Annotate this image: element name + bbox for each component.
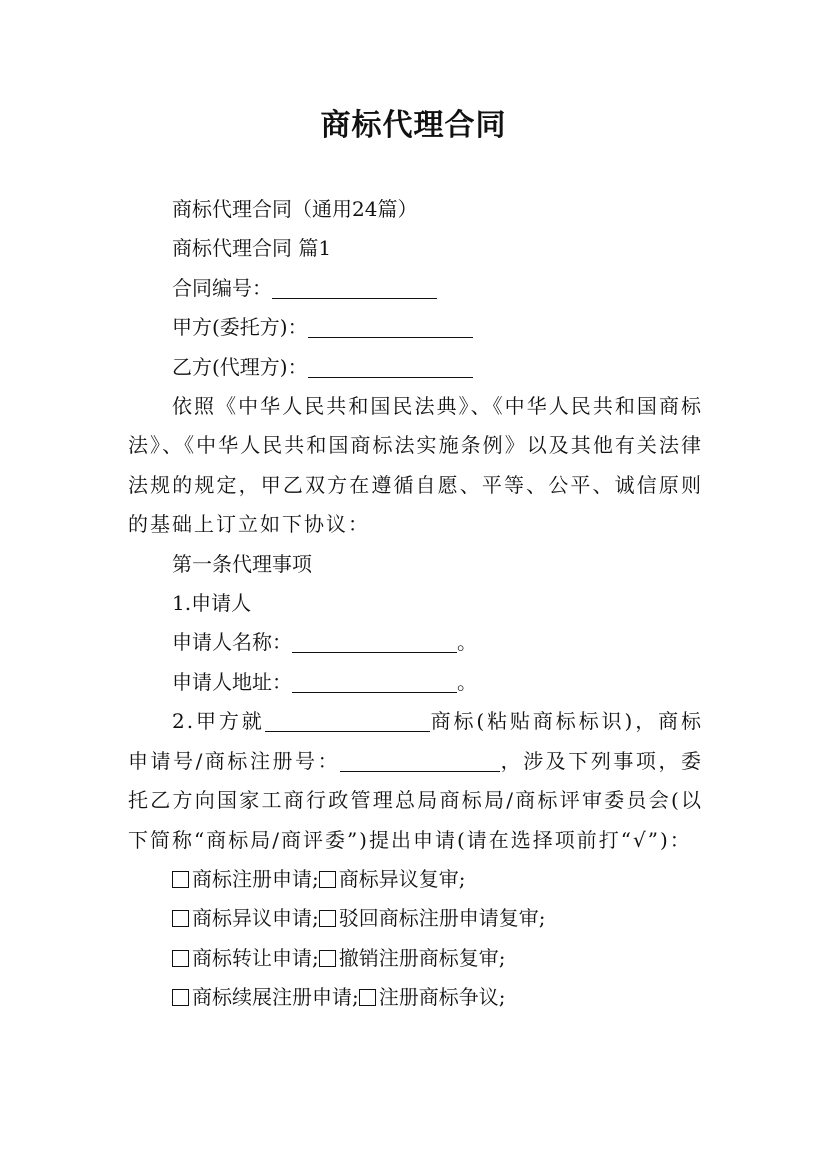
option-row [128, 860, 703, 899]
checkbox[interactable] [172, 989, 189, 1006]
option-row [128, 939, 703, 978]
applicant-name-line [128, 623, 703, 662]
intro-paragraph: 依照《中华人民共和国民法典》、《中华人民共和国商标法》、《中华人民共和国商标法实施条例》以及其他有关法律法规的规定，甲乙双方在遵循自愿、平等、公平、诚信原则的基础上订立如下协议： [128, 394, 703, 537]
contract-number-label: 合同编号： [172, 275, 272, 300]
option-label: 撤销注册商标复审; [338, 945, 506, 970]
item-2-tail: ，涉及下列事项，委托乙方向国家工商行政管理总局商标局/商标评审委员会(以下简称“商标局/商评委”)提出申请(请在选择项前打“√”)： [128, 748, 703, 852]
option-row [128, 978, 703, 1017]
application-number-blank [340, 749, 500, 772]
party-a-line [128, 308, 703, 347]
option-label: 商标转让申请; [192, 945, 319, 970]
option-label: 商标异议复审; [338, 866, 466, 891]
item-1-heading: 1.申请人 [172, 591, 252, 616]
applicant-address-period: 。 [457, 669, 477, 694]
checkbox[interactable] [172, 950, 189, 967]
checkbox[interactable] [319, 950, 336, 967]
checkbox[interactable] [172, 871, 189, 888]
party-a-blank [308, 315, 473, 338]
option-label: 驳回商标注册申请复审; [338, 906, 546, 931]
part-heading: 商标代理合同 篇1 [172, 236, 332, 261]
party-a-label: 甲方(委托方)： [172, 315, 308, 340]
applicant-name-label: 申请人名称： [172, 630, 292, 655]
document-title: 商标代理合同 [320, 108, 507, 143]
applicant-address-label: 申请人地址： [172, 669, 292, 694]
party-b-blank [308, 355, 473, 378]
checkbox[interactable] [319, 871, 336, 888]
option-label: 商标注册申请; [192, 866, 319, 891]
option-label: 商标异议申请; [192, 906, 319, 931]
contract-number-blank [272, 276, 437, 299]
party-b-line [128, 348, 703, 387]
contract-number-line [128, 269, 703, 308]
item-2-rest: 商标(粘贴商标标识)，商标申请号/商标注册号： [128, 709, 703, 773]
item-2-lead: 2.甲方就 [172, 709, 265, 734]
item-2-paragraph [128, 702, 703, 860]
applicant-name-blank [292, 630, 457, 653]
option-label: 商标续展注册申请; [192, 985, 359, 1010]
checkbox[interactable] [319, 910, 336, 927]
trademark-blank [265, 709, 430, 732]
applicant-address-line [128, 663, 703, 702]
party-b-label: 乙方(代理方)： [172, 354, 308, 379]
checkbox[interactable] [359, 989, 376, 1006]
option-label: 注册商标争议; [378, 985, 506, 1010]
article-1-heading: 第一条代理事项 [172, 551, 312, 576]
applicant-address-blank [292, 670, 457, 693]
applicant-name-period: 。 [457, 630, 477, 655]
option-row [128, 899, 703, 938]
subtitle: 商标代理合同（通用24篇） [172, 197, 418, 221]
document-body [128, 190, 703, 1018]
checkbox[interactable] [172, 910, 189, 927]
